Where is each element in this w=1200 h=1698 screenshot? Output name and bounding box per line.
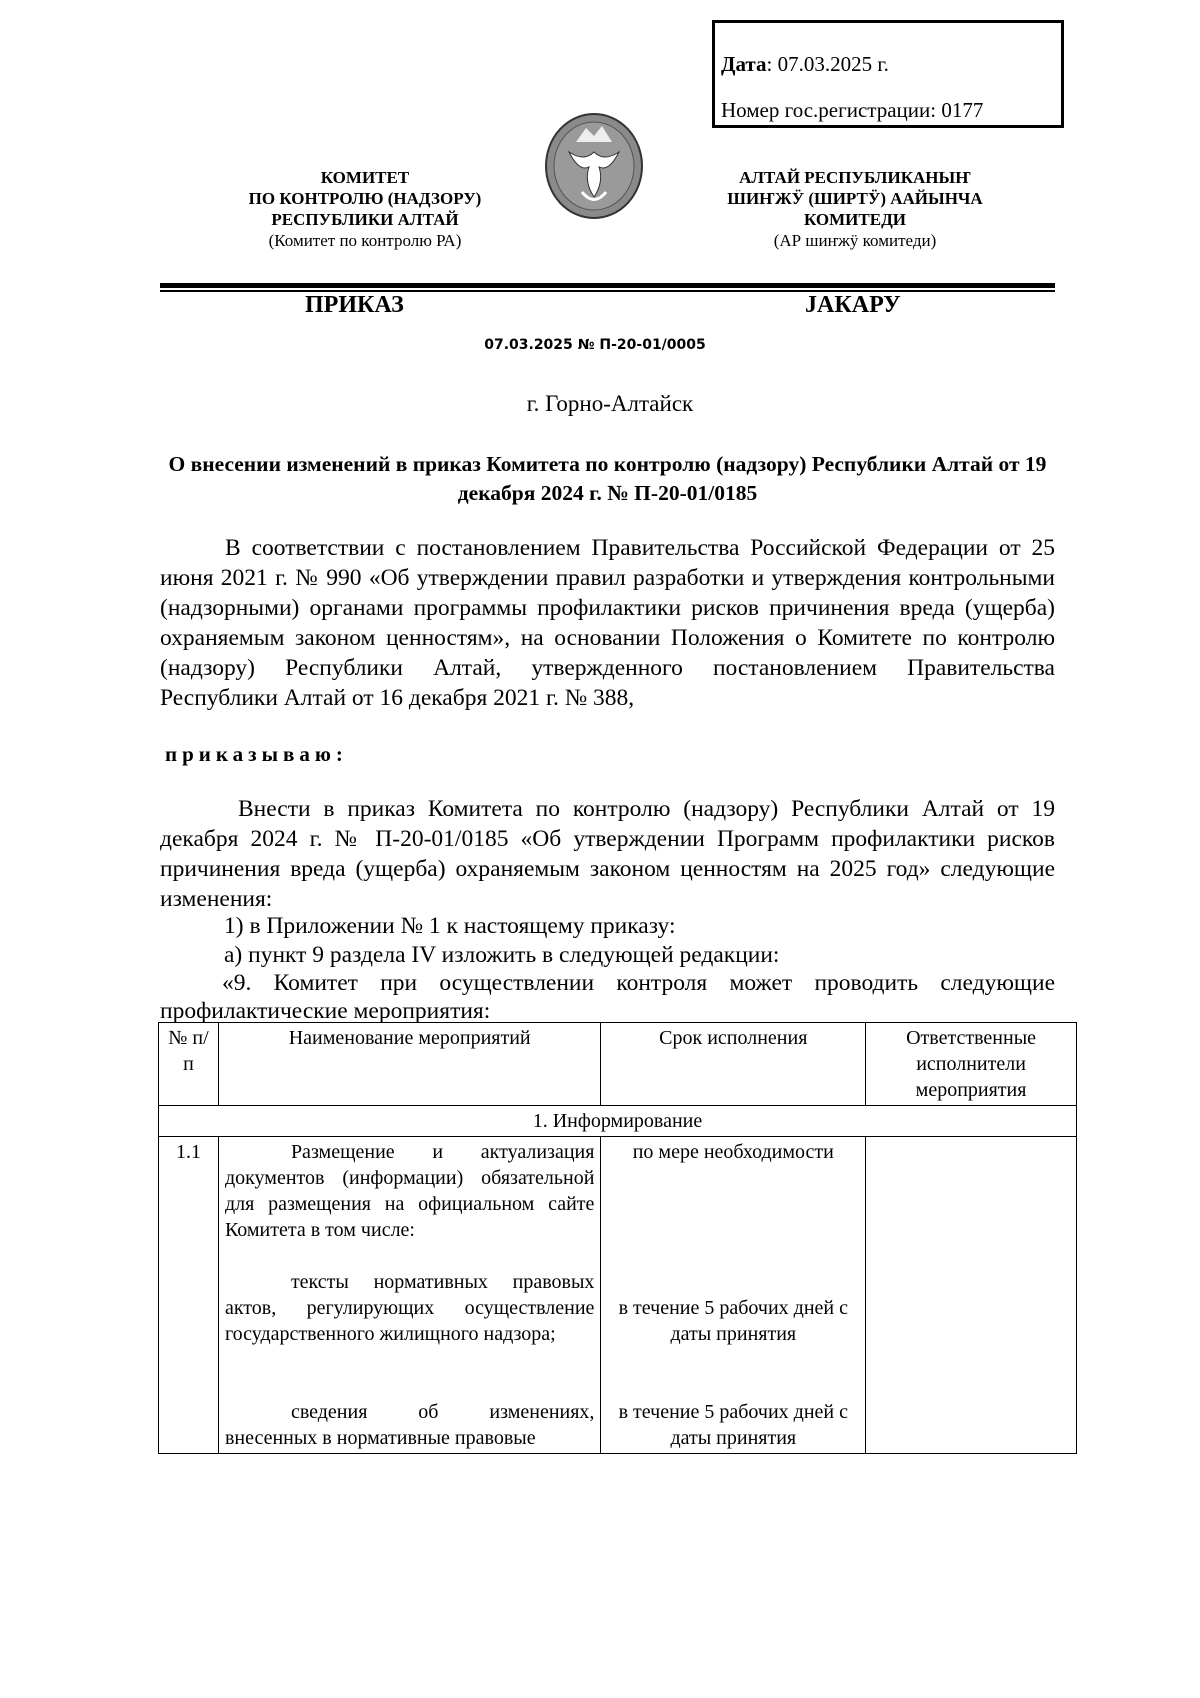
row-name: сведения об изменениях, внесенных в нормативные правовые — [224, 1401, 595, 1449]
row-name-cell — [218, 1137, 601, 1454]
row-term: в течение 5 рабочих дней с даты принятия — [618, 1401, 848, 1449]
header-left-line: КОМИТЕТ — [320, 168, 410, 187]
header-left-line: ПО КОНТРОЛЮ (НАДЗОРУ) — [248, 189, 482, 208]
table-header: № п/п — [159, 1023, 219, 1106]
table-section-row — [159, 1106, 1077, 1137]
table-header: Ответственные исполнители мероприятия — [866, 1023, 1077, 1106]
header-divider — [160, 283, 1055, 288]
header-right-line: ШИҤЖӰ (ШИРТӰ) ААЙЫНЧА — [727, 189, 983, 208]
reg-label: Номер гос.регистрации — [721, 98, 931, 122]
header-right-short: (АР шиҥжӱ комитеди) — [773, 231, 937, 250]
body-paragraph: Внести в приказ Комитета по контролю (надзору) Республики Алтай от 19 декабря 2024 г. № П-20-01/0185 «Об утверждении Программ профилактики рисков причинения вреда (ущерба) охраняемым законом ценностям на 2025 год» следующие изменения: — [160, 796, 1055, 912]
registration-box — [712, 20, 1064, 128]
header-right — [690, 167, 1020, 251]
row-number: 1.1 — [159, 1137, 219, 1454]
row-responsible-cell — [866, 1137, 1077, 1454]
header-left-line: РЕСПУБЛИКИ АЛТАЙ — [271, 210, 459, 229]
reg-value: : 0177 — [930, 98, 984, 122]
row-term-cell — [601, 1137, 866, 1454]
header-left — [200, 167, 530, 251]
city: г. Горно-Алтайск — [526, 391, 694, 416]
header-divider — [160, 290, 1055, 292]
header-left-short: (Комитет по контролю РА) — [268, 231, 462, 250]
header-right-line: КОМИТЕДИ — [804, 210, 906, 229]
row-name: Размещение и актуализация документов (информации) обязательной для размещения на официальном сайте Комитета в том числе: — [224, 1141, 595, 1241]
body-paragraph: а) пункт 9 раздела IV изложить в следующей редакции: — [224, 942, 780, 968]
date-label: Дата — [721, 52, 767, 76]
coat-of-arms-emblem — [544, 112, 644, 220]
body-paragraph: «9. Комитет при осуществлении контроля может проводить следующие профилактические мероприятия: — [160, 970, 1055, 1024]
doc-subject: О внесении изменений в приказ Комитета по контролю (надзору) Республики Алтай от 19 декабря 2024 г. № П-20-01/0185 — [168, 452, 1047, 505]
order-word: приказываю: — [165, 742, 348, 766]
table-header-row — [159, 1023, 1077, 1106]
preamble-paragraph: В соответствии с постановлением Правительства Российской Федерации от 25 июня 2021 г. № 990 «Об утверждении правил разработки и утверждения контрольными (надзорными) органами программы профилактики рисков причинения вреда (ущерба) охраняемым законом ценностям», на основании Положения о Комитете по контролю (надзору) Республики Алтай, утвержденного постановлением Правительства Республики Алтай от 16 декабря 2021 г. № 388, — [160, 535, 1055, 711]
doc-number: 07.03.2025 № П-20-01/0005 — [484, 337, 706, 353]
table-row — [159, 1137, 1077, 1454]
table-header: Наименование мероприятий — [218, 1023, 601, 1106]
doc-type-alt: ЈАКАРУ — [805, 292, 901, 318]
row-name: тексты нормативных правовых актов, регулирующих осуществление государственного жилищного надзора; — [224, 1271, 595, 1345]
doc-type-ru: ПРИКАЗ — [305, 292, 404, 318]
header-right-line: АЛТАЙ РЕСПУБЛИКАНЫҤ — [739, 168, 971, 187]
table-header: Срок исполнения — [601, 1023, 866, 1106]
row-term: в течение 5 рабочих дней с даты принятия — [618, 1297, 848, 1345]
body-paragraph: 1) в Приложении № 1 к настоящему приказу: — [224, 913, 676, 939]
date-value: : 07.03.2025 г. — [766, 52, 889, 76]
row-term: по мере необходимости — [632, 1141, 834, 1163]
table-section: 1. Информирование — [159, 1106, 1077, 1137]
measures-table — [158, 1022, 1077, 1454]
